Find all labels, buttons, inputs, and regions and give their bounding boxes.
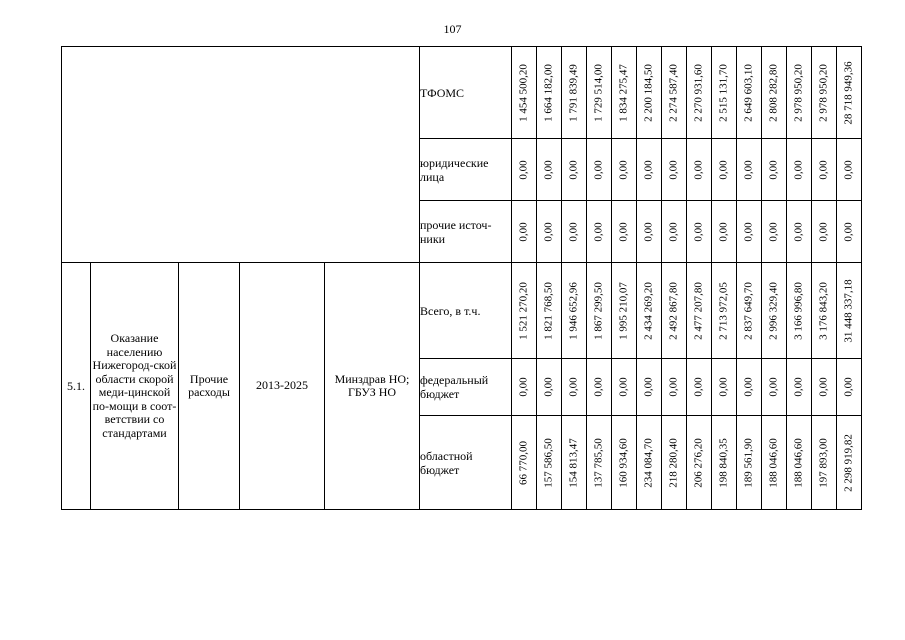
total-value: 2 298 919,82 — [842, 433, 855, 492]
value-cell — [512, 263, 537, 359]
value-cell — [587, 263, 612, 359]
value-cell — [687, 359, 712, 416]
value: 0,00 — [792, 221, 805, 242]
value: 1 834 275,47 — [617, 63, 630, 122]
value: 2 200 184,50 — [642, 63, 655, 122]
value: 0,00 — [792, 377, 805, 397]
value: 1 521 270,20 — [517, 281, 530, 340]
value: 0,00 — [567, 377, 580, 397]
value: 197 893,00 — [817, 437, 830, 488]
value-cell — [787, 263, 812, 359]
value: 188 046,60 — [767, 437, 780, 488]
value: 1 867 299,50 — [592, 281, 605, 340]
value-cell — [562, 416, 587, 510]
value-cell — [712, 139, 737, 201]
value-cell — [687, 139, 712, 201]
value: 0,00 — [742, 377, 755, 397]
value-cell — [537, 201, 562, 263]
table-row-total — [62, 263, 862, 359]
value-cell — [662, 263, 687, 359]
expense-type: Прочие расходы — [179, 263, 240, 510]
value: 0,00 — [667, 377, 680, 397]
value-cell — [562, 47, 587, 139]
value: 0,00 — [692, 221, 705, 242]
value: 0,00 — [717, 159, 730, 180]
value: 0,00 — [817, 377, 830, 397]
empty-merged-cell — [62, 47, 420, 263]
budget-table — [61, 46, 862, 510]
value: 0,00 — [567, 221, 580, 242]
value-cell — [712, 359, 737, 416]
value-cell — [787, 47, 812, 139]
value-cell — [737, 263, 762, 359]
value-cell — [687, 416, 712, 510]
value: 198 840,35 — [717, 437, 730, 488]
value-cell — [662, 201, 687, 263]
value-cell — [637, 416, 662, 510]
value: 0,00 — [592, 377, 605, 397]
value: 206 276,20 — [692, 437, 705, 488]
value-cell — [587, 416, 612, 510]
value-cell — [612, 263, 637, 359]
value-cell — [637, 263, 662, 359]
value-cell — [637, 359, 662, 416]
value-cell — [787, 139, 812, 201]
value-cell — [737, 47, 762, 139]
value: 2 837 649,70 — [742, 281, 755, 340]
value-cell — [562, 201, 587, 263]
value-cell — [687, 263, 712, 359]
value-cell — [562, 359, 587, 416]
value: 0,00 — [617, 221, 630, 242]
value-cell — [662, 47, 687, 139]
total-value: 0,00 — [842, 221, 855, 242]
value: 0,00 — [542, 221, 555, 242]
value-cell — [637, 201, 662, 263]
value: 2 274 587,40 — [667, 63, 680, 122]
value: 1 664 182,00 — [542, 63, 555, 122]
total-value: 0,00 — [842, 159, 855, 180]
value: 218 280,40 — [667, 437, 680, 488]
value: 0,00 — [767, 221, 780, 242]
value-cell — [737, 201, 762, 263]
value: 0,00 — [692, 159, 705, 180]
value: 1 995 210,07 — [617, 281, 630, 340]
value-cell — [762, 263, 787, 359]
value: 0,00 — [767, 159, 780, 180]
value: 0,00 — [817, 159, 830, 180]
total-value: 28 718 949,36 — [842, 60, 855, 125]
value-cell — [812, 416, 837, 510]
value-cell — [587, 139, 612, 201]
value: 0,00 — [517, 377, 530, 397]
value: 2 434 269,20 — [642, 281, 655, 340]
value-cell — [612, 139, 637, 201]
value-cell — [812, 201, 837, 263]
executor: Минздрав НО; ГБУЗ НО — [325, 263, 420, 510]
value: 137 785,50 — [592, 437, 605, 488]
value: 160 934,60 — [617, 437, 630, 488]
value-cell — [737, 416, 762, 510]
value: 0,00 — [742, 221, 755, 242]
value: 234 084,70 — [642, 437, 655, 488]
value-cell — [712, 263, 737, 359]
total-cell — [837, 47, 862, 139]
value: 0,00 — [542, 377, 555, 397]
value: 0,00 — [792, 159, 805, 180]
value-cell — [762, 47, 787, 139]
value-cell — [587, 47, 612, 139]
value: 3 176 843,20 — [817, 281, 830, 340]
value: 0,00 — [517, 221, 530, 242]
value-cell — [512, 201, 537, 263]
value: 189 561,90 — [742, 437, 755, 488]
value: 2 649 603,10 — [742, 63, 755, 122]
value-cell — [762, 359, 787, 416]
value: 157 586,50 — [542, 437, 555, 488]
value-cell — [762, 416, 787, 510]
value: 66 770,00 — [517, 440, 530, 485]
value-cell — [812, 263, 837, 359]
value: 0,00 — [617, 159, 630, 180]
value-cell — [587, 359, 612, 416]
total-cell — [837, 139, 862, 201]
value: 1 729 514,00 — [592, 63, 605, 122]
value: 2 515 131,70 — [717, 63, 730, 122]
value-cell — [562, 139, 587, 201]
value: 0,00 — [817, 221, 830, 242]
value: 0,00 — [567, 159, 580, 180]
value-cell — [737, 139, 762, 201]
value: 2 996 329,40 — [767, 281, 780, 340]
value-cell — [812, 139, 837, 201]
table-row-tfoms — [62, 47, 862, 139]
value-cell — [762, 201, 787, 263]
value: 2 978 950,20 — [792, 63, 805, 122]
value-cell — [712, 47, 737, 139]
source-label: областной бюджет — [420, 416, 512, 510]
value-cell — [612, 359, 637, 416]
value-cell — [737, 359, 762, 416]
value: 0,00 — [717, 221, 730, 242]
value-cell — [637, 47, 662, 139]
value: 0,00 — [517, 159, 530, 180]
value: 0,00 — [767, 377, 780, 397]
value-cell — [512, 47, 537, 139]
source-label: юридические лица — [420, 139, 512, 201]
total-value: 31 448 337,18 — [842, 278, 855, 343]
value-cell — [562, 263, 587, 359]
value: 188 046,60 — [792, 437, 805, 488]
value-cell — [537, 416, 562, 510]
value: 2 978 950,20 — [817, 63, 830, 122]
value: 3 166 996,80 — [792, 281, 805, 340]
value-cell — [512, 359, 537, 416]
value: 0,00 — [742, 159, 755, 180]
value: 0,00 — [667, 159, 680, 180]
value-cell — [787, 359, 812, 416]
page-number: 107 — [443, 22, 462, 36]
value: 0,00 — [667, 221, 680, 242]
value: 2 477 207,80 — [692, 281, 705, 340]
value: 0,00 — [642, 159, 655, 180]
value-cell — [687, 201, 712, 263]
value-cell — [587, 201, 612, 263]
value: 0,00 — [542, 159, 555, 180]
value: 0,00 — [642, 221, 655, 242]
value-cell — [537, 263, 562, 359]
value: 0,00 — [717, 377, 730, 397]
value-cell — [612, 47, 637, 139]
value: 2 492 867,80 — [667, 281, 680, 340]
value-cell — [612, 201, 637, 263]
value-cell — [512, 416, 537, 510]
total-cell — [837, 263, 862, 359]
total-cell — [837, 359, 862, 416]
period: 2013-2025 — [240, 263, 325, 510]
value: 2 713 972,05 — [717, 281, 730, 340]
value-cell — [787, 416, 812, 510]
value-cell — [787, 201, 812, 263]
value-cell — [712, 201, 737, 263]
value: 1 791 839,49 — [567, 63, 580, 122]
value-cell — [662, 139, 687, 201]
value-cell — [537, 139, 562, 201]
value: 0,00 — [642, 377, 655, 397]
total-cell — [837, 416, 862, 510]
source-label: прочие источ-ники — [420, 201, 512, 263]
value: 2 808 282,80 — [767, 63, 780, 122]
value: 0,00 — [592, 159, 605, 180]
total-cell — [837, 201, 862, 263]
value: 2 270 931,60 — [692, 63, 705, 122]
item-number: 5.1. — [62, 263, 91, 510]
source-label: Всего, в т.ч. — [420, 263, 512, 359]
source-label: ТФОМС — [420, 47, 512, 139]
value: 0,00 — [617, 377, 630, 397]
total-value: 0,00 — [842, 377, 855, 397]
value-cell — [537, 359, 562, 416]
value-cell — [687, 47, 712, 139]
item-name: Оказание населению Нижегород-ской области скорой меди-цинской по-мощи в соот-ветствии со стандартами — [91, 263, 179, 510]
value-cell — [537, 47, 562, 139]
value-cell — [662, 359, 687, 416]
value-cell — [512, 139, 537, 201]
value: 1 454 500,20 — [517, 63, 530, 122]
value: 154 813,47 — [567, 437, 580, 488]
source-label: федеральный бюджет — [420, 359, 512, 416]
value: 0,00 — [692, 377, 705, 397]
value: 0,00 — [592, 221, 605, 242]
value-cell — [662, 416, 687, 510]
value: 1 821 768,50 — [542, 281, 555, 340]
value: 1 946 652,96 — [567, 281, 580, 340]
value-cell — [762, 139, 787, 201]
value-cell — [812, 47, 837, 139]
value-cell — [612, 416, 637, 510]
value-cell — [712, 416, 737, 510]
value-cell — [812, 359, 837, 416]
value-cell — [637, 139, 662, 201]
